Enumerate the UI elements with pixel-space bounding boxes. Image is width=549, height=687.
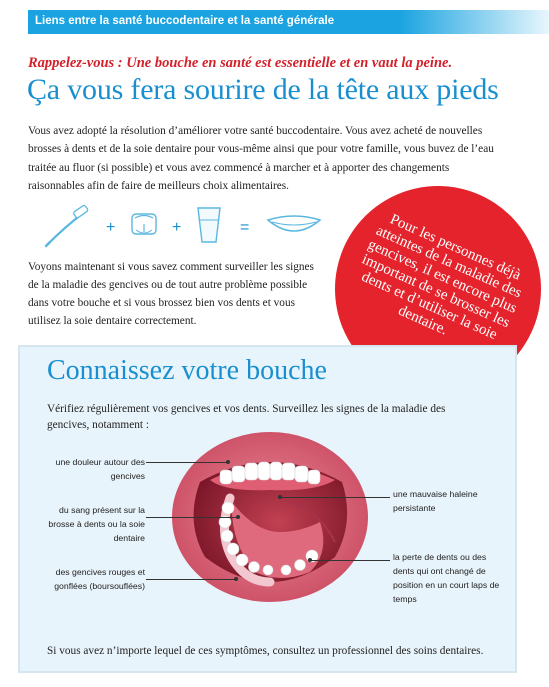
section-label: Liens entre la santé buccodentaire et la santé générale bbox=[35, 15, 335, 27]
label-tooth-loss: la perte de dents ou des dents qui ont changé de position en un court laps de temps bbox=[393, 552, 500, 604]
label-gum-pain: une douleur autour des gencives bbox=[55, 457, 145, 481]
page-title: Ça vous fera sourire de la tête aux pieds bbox=[27, 73, 499, 106]
box-intro: Vérifiez régulièrement vos gencives et vos dents. Surveillez les signes de la maladie des gencives, notamment : bbox=[47, 403, 446, 431]
leader-dot bbox=[234, 577, 238, 581]
plus-sign: + bbox=[106, 219, 116, 236]
leader-dot bbox=[236, 515, 240, 519]
leader-dot bbox=[308, 558, 312, 562]
toothbrush-icon bbox=[46, 205, 88, 246]
label-bad-breath: une mauvaise haleine persistante bbox=[393, 489, 478, 513]
label-swollen-gums: des gencives rouges et gonflées (boursouflées) bbox=[54, 567, 145, 591]
box-footer: Si vous avez n’importe lequel de ces symptômes, consultez un professionnel des soins dentaires. bbox=[47, 645, 484, 657]
leader-dot bbox=[278, 495, 282, 499]
smile-icon bbox=[268, 216, 320, 231]
equation-illustration bbox=[40, 200, 330, 252]
check-paragraph: Voyons maintenant si vous savez comment surveiller les signes de la maladie des gencives ou de tout autre problème possible dans votre bouche et si vous brossez bien vos dents et vous utilisez la soie dentaire correctement. bbox=[28, 261, 314, 327]
leader-line bbox=[146, 517, 238, 518]
box-title: Connaissez votre bouche bbox=[47, 355, 327, 386]
leader-line bbox=[146, 462, 228, 463]
water-glass-icon bbox=[198, 208, 220, 242]
reminder-text: Rappelez-vous : Une bouche en santé est essentielle et en vaut la peine. bbox=[28, 55, 453, 71]
section-header-bar bbox=[28, 10, 549, 34]
callout-text: Pour les personnes déjà atteintes de la maladie des gencives, il est encore plus important de se brosser les dents et d’utiliser la soie dentaire. bbox=[358, 211, 524, 344]
intro-paragraph: Vous avez adopté la résolution d’améliorer votre santé buccodentaire. Vous avez acheté de nouvelles brosses à dents et de la soie dentaire pour vous-même ainsi que pour votre famille, vous buvez de l’eau traitée au fluor (si possible) et vous avez commencé à marcher et à apporter des changements raisonnables afin de faire de meilleurs choix alimentaires. bbox=[28, 125, 494, 192]
leader-line bbox=[146, 579, 236, 580]
label-blood: du sang présent sur la brosse à dents ou la soie dentaire bbox=[48, 505, 145, 543]
mouth-illustration bbox=[170, 432, 370, 607]
header-fade bbox=[399, 10, 549, 34]
dental-floss-icon bbox=[132, 214, 156, 234]
plus-sign: + bbox=[172, 219, 182, 236]
leader-line bbox=[310, 560, 390, 561]
equals-sign: = bbox=[240, 219, 250, 236]
leader-dot bbox=[226, 460, 230, 464]
leader-line bbox=[280, 497, 390, 498]
know-your-mouth-box bbox=[18, 345, 517, 673]
